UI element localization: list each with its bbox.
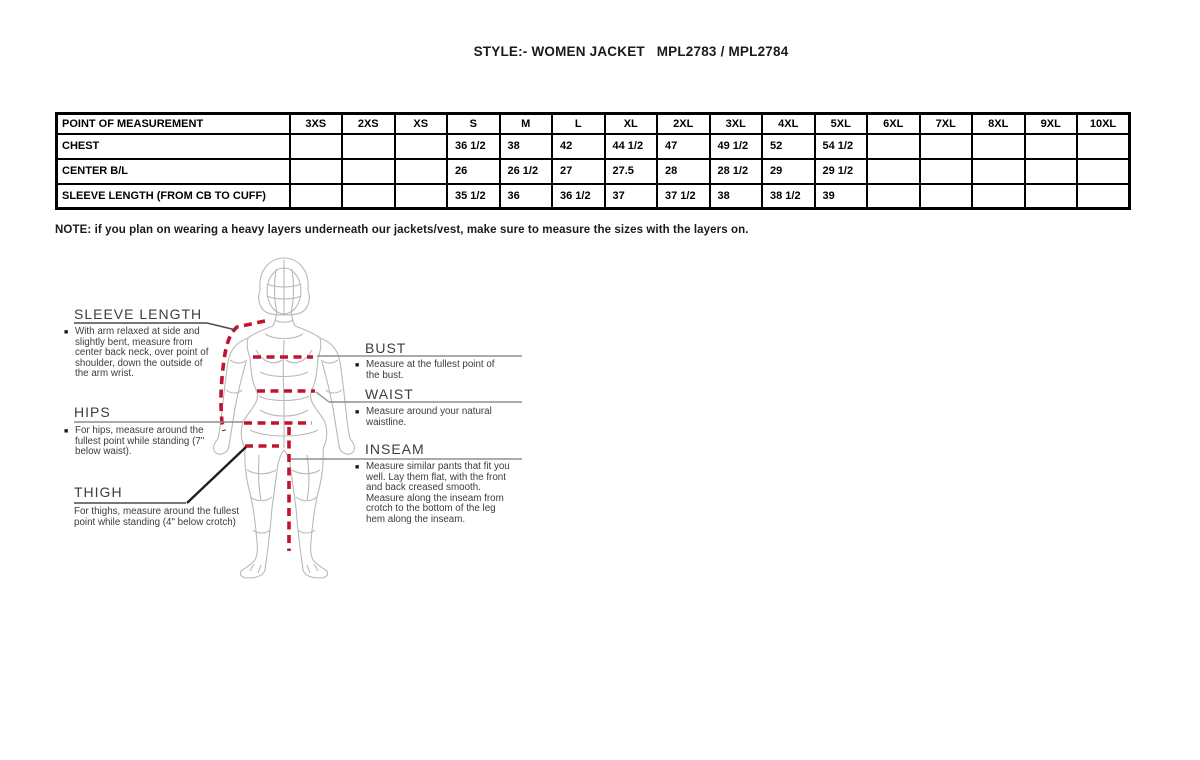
size-value-cell: 29 — [762, 159, 815, 184]
size-value-cell — [290, 134, 343, 159]
size-value-cell — [290, 159, 343, 184]
size-column-header: 10XL — [1077, 114, 1130, 134]
size-value-cell: 52 — [762, 134, 815, 159]
size-column-header: XL — [605, 114, 658, 134]
waist-heading: WAIST — [365, 386, 414, 402]
size-value-cell: 28 1/2 — [710, 159, 763, 184]
size-column-header: S — [447, 114, 500, 134]
size-value-cell — [972, 184, 1025, 209]
size-value-cell: 35 1/2 — [447, 184, 500, 209]
size-value-cell: 44 1/2 — [605, 134, 658, 159]
thigh-instructions: For thighs, measure around the fullest point while standing (4" below crotch) — [74, 506, 240, 528]
size-value-cell: 54 1/2 — [815, 134, 868, 159]
size-value-cell: 49 1/2 — [710, 134, 763, 159]
measurement-row — [57, 159, 1130, 184]
pom-column-header: POINT OF MEASUREMENT — [57, 114, 290, 134]
size-value-cell — [920, 159, 973, 184]
size-value-cell — [1025, 134, 1078, 159]
size-column-header: 6XL — [867, 114, 920, 134]
size-value-cell — [395, 159, 448, 184]
size-value-cell: 29 1/2 — [815, 159, 868, 184]
bullet-icon — [355, 407, 366, 428]
size-value-cell — [342, 184, 395, 209]
size-column-header: 9XL — [1025, 114, 1078, 134]
size-chart-section — [55, 112, 1131, 210]
size-value-cell: 26 — [447, 159, 500, 184]
size-value-cell: 36 1/2 — [552, 184, 605, 209]
size-column-header: 2XS — [342, 114, 395, 134]
row-label: CENTER B/L — [57, 159, 290, 184]
hips-heading: HIPS — [74, 404, 111, 420]
measurement-row — [57, 184, 1130, 209]
inseam-heading: INSEAM — [365, 441, 425, 457]
size-value-cell — [972, 159, 1025, 184]
bullet-icon — [355, 462, 366, 526]
size-column-header: M — [500, 114, 553, 134]
measurement-row — [57, 134, 1130, 159]
header-row — [57, 114, 1130, 134]
note-text: NOTE: if you plan on wearing a heavy layers underneath our jackets/vest, make sure to measure the sizes with the layers on. — [55, 224, 749, 236]
size-column-header: 2XL — [657, 114, 710, 134]
bullet-icon — [64, 426, 75, 458]
size-value-cell: 38 — [500, 134, 553, 159]
size-value-cell — [342, 159, 395, 184]
size-column-header: 7XL — [920, 114, 973, 134]
size-value-cell: 37 — [605, 184, 658, 209]
bust-heading: BUST — [365, 340, 407, 356]
sleeve-length-heading: SLEEVE LENGTH — [74, 306, 203, 322]
size-value-cell — [395, 184, 448, 209]
size-value-cell: 36 1/2 — [447, 134, 500, 159]
size-value-cell: 42 — [552, 134, 605, 159]
size-value-cell — [1077, 134, 1130, 159]
sleeve-measure-line — [221, 321, 265, 431]
size-value-cell — [1077, 159, 1130, 184]
size-column-header: XS — [395, 114, 448, 134]
size-value-cell — [920, 134, 973, 159]
size-column-header: 8XL — [972, 114, 1025, 134]
size-column-header: 3XL — [710, 114, 763, 134]
size-column-header: L — [552, 114, 605, 134]
size-value-cell: 28 — [657, 159, 710, 184]
size-value-cell: 39 — [815, 184, 868, 209]
size-value-cell — [972, 134, 1025, 159]
size-value-cell: 38 1/2 — [762, 184, 815, 209]
size-value-cell — [867, 134, 920, 159]
size-value-cell: 37 1/2 — [657, 184, 710, 209]
size-value-cell — [920, 184, 973, 209]
body-wireframe-figure — [214, 258, 355, 578]
size-value-cell: 27 — [552, 159, 605, 184]
hips-instructions: ■ For hips, measure around the fullest point while standing (7" below waist). — [64, 426, 224, 458]
size-value-cell — [1025, 184, 1078, 209]
thigh-heading: THIGH — [74, 484, 123, 500]
size-value-cell: 47 — [657, 134, 710, 159]
inseam-instructions: ■ Measure similar pants that fit you well. Lay them flat, with the front and back creased smooth. Measure along the inseam from crotch to the bottom of the leg hem along the inseam. — [355, 462, 515, 526]
waist-leader — [316, 392, 329, 402]
size-column-header: 4XL — [762, 114, 815, 134]
size-value-cell — [342, 134, 395, 159]
bust-instructions: ■ Measure at the fullest point of the bust. — [355, 360, 510, 381]
row-label: CHEST — [57, 134, 290, 159]
bullet-icon — [355, 360, 366, 381]
size-value-cell — [395, 134, 448, 159]
size-column-header: 5XL — [815, 114, 868, 134]
waist-instructions: ■ Measure around your natural waistline. — [355, 407, 510, 428]
size-value-cell — [867, 159, 920, 184]
bullet-icon — [64, 327, 75, 380]
row-label: SLEEVE LENGTH (FROM CB TO CUFF) — [57, 184, 290, 209]
size-value-cell: 36 — [500, 184, 553, 209]
size-value-cell — [1077, 184, 1130, 209]
size-value-cell: 38 — [710, 184, 763, 209]
sleeve-length-instructions: ■ With arm relaxed at side and slightly bent, measure from center back neck, over point of shoulder, down the outside of the arm wrist. — [64, 327, 216, 380]
size-value-cell: 26 1/2 — [500, 159, 553, 184]
size-value-cell — [867, 184, 920, 209]
size-chart-table — [55, 112, 1131, 210]
page-title: STYLE:- WOMEN JACKET MPL2783 / MPL2784 — [473, 44, 789, 59]
size-value-cell: 27.5 — [605, 159, 658, 184]
size-column-header: 3XS — [290, 114, 343, 134]
size-value-cell — [290, 184, 343, 209]
size-value-cell — [1025, 159, 1078, 184]
